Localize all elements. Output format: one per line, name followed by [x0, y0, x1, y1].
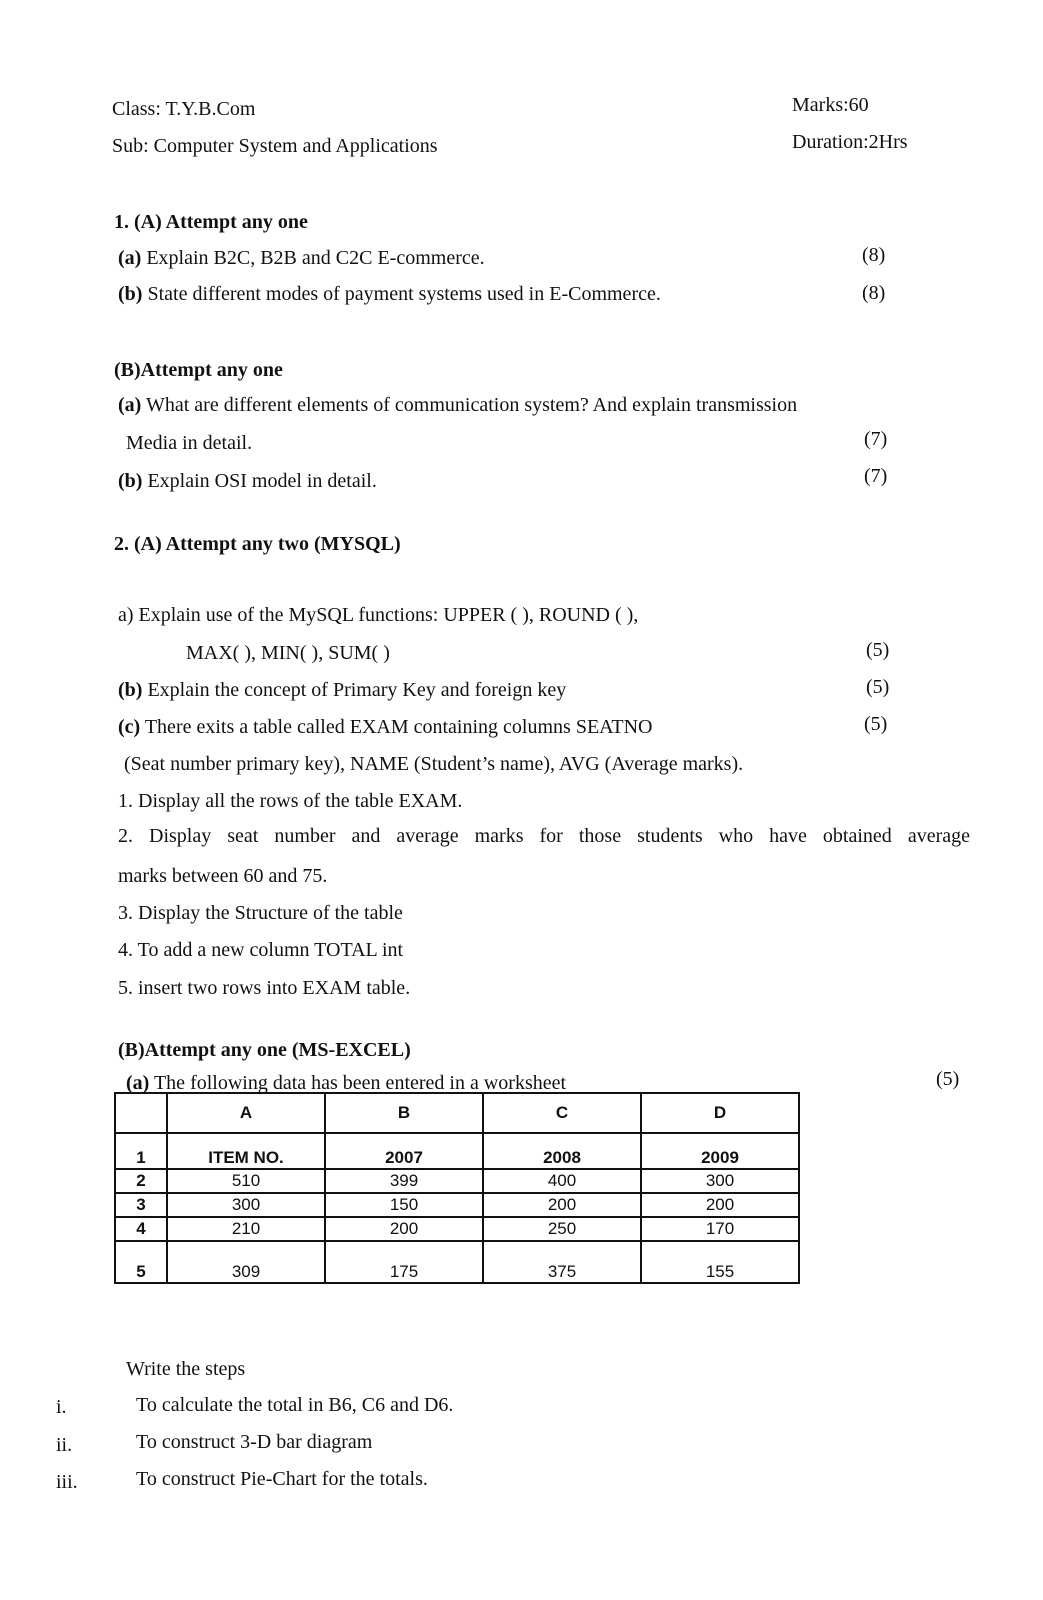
item-text: What are different elements of communication system? And explain transmission	[145, 394, 798, 416]
row-number: 2	[115, 1169, 167, 1193]
table-row	[115, 1133, 799, 1169]
sub-item-2-cont: marks between 60 and 75.	[118, 865, 328, 887]
column-header: C	[483, 1093, 641, 1133]
item-text: Explain B2C, B2B and C2C E-commerce.	[146, 247, 485, 269]
item-text: The following data has been entered in a worksheet	[153, 1072, 567, 1094]
step-text: To construct Pie-Chart for the totals.	[136, 1468, 428, 1490]
q2a-item-a-line2: MAX( ), MIN( ), SUM( )	[186, 642, 390, 664]
worksheet-table	[114, 1092, 800, 1284]
table-row	[115, 1241, 799, 1283]
step-text: To construct 3-D bar diagram	[136, 1431, 373, 1453]
table-cell: 250	[483, 1217, 641, 1241]
q1a-item-a	[118, 247, 485, 270]
duration-label: Duration:2Hrs	[792, 131, 908, 153]
q1a-title: 1. (A) Attempt any one	[114, 211, 308, 233]
item-label: (a)	[118, 394, 142, 416]
q1b-item-a-marks: (7)	[864, 428, 888, 450]
table-header-row	[115, 1093, 799, 1133]
q2a-item-b	[118, 679, 566, 702]
item-text: There exits a table called EXAM containing columns SEATNO	[144, 716, 653, 738]
q1b-item-a	[118, 394, 797, 417]
q2a-item-a-line1: a) Explain use of the MySQL functions: UPPER ( ), ROUND ( ),	[118, 604, 639, 626]
table-cell: 200	[483, 1193, 641, 1217]
table-cell: 2009	[641, 1133, 799, 1169]
item-label: (b)	[118, 679, 143, 701]
step-text: To calculate the total in B6, C6 and D6.	[136, 1394, 454, 1416]
item-label: (a)	[126, 1072, 150, 1094]
table-cell: 309	[167, 1241, 325, 1283]
table-row	[115, 1193, 799, 1217]
column-header: B	[325, 1093, 483, 1133]
q1b-item-b-marks: (7)	[864, 465, 888, 487]
steps-intro: Write the steps	[126, 1358, 246, 1380]
q1a-item-b-marks: (8)	[862, 282, 886, 304]
item-text: Explain OSI model in detail.	[147, 470, 377, 492]
q2a-item-a-marks: (5)	[866, 639, 890, 661]
table-cell: 2008	[483, 1133, 641, 1169]
table-cell: 200	[641, 1193, 799, 1217]
marks-label: Marks:60	[792, 94, 869, 116]
q2b-title: (B)Attempt any one (MS-EXCEL)	[118, 1039, 411, 1061]
q2a-item-c	[118, 716, 653, 739]
table-row	[115, 1169, 799, 1193]
q1b-title: (B)Attempt any one	[114, 359, 283, 381]
table-cell: 510	[167, 1169, 325, 1193]
table-cell: 399	[325, 1169, 483, 1193]
row-number: 3	[115, 1193, 167, 1217]
q2a-title: 2. (A) Attempt any two (MYSQL)	[114, 533, 401, 555]
table-cell: 200	[325, 1217, 483, 1241]
sub-item-3: 3. Display the Structure of the table	[118, 902, 403, 924]
table-cell: 150	[325, 1193, 483, 1217]
row-number: 1	[115, 1133, 167, 1169]
item-label: (b)	[118, 470, 143, 492]
q1a-item-a-marks: (8)	[862, 244, 886, 266]
subject-label: Sub: Computer System and Applications	[112, 135, 438, 157]
sub-item-5: 5. insert two rows into EXAM table.	[118, 977, 411, 999]
table-cell: 2007	[325, 1133, 483, 1169]
table-row	[115, 1217, 799, 1241]
sub-item-1: 1. Display all the rows of the table EXAM.	[118, 790, 463, 812]
step-number: iii.	[56, 1471, 78, 1493]
item-label: (c)	[118, 716, 141, 738]
step-number: i.	[56, 1396, 67, 1418]
column-header: D	[641, 1093, 799, 1133]
corner-cell	[115, 1093, 167, 1133]
table-cell: 300	[641, 1169, 799, 1193]
sub-item-2: 2. Display seat number and average marks for those students who have obtained average	[118, 825, 970, 847]
q1b-item-a-line2: Media in detail.	[126, 432, 253, 454]
table-cell: 210	[167, 1217, 325, 1241]
step-number: ii.	[56, 1434, 73, 1456]
table-cell: 155	[641, 1241, 799, 1283]
q2a-item-b-marks: (5)	[866, 676, 890, 698]
table-cell: 375	[483, 1241, 641, 1283]
q1a-item-b	[118, 283, 661, 306]
q2a-item-c-line2: (Seat number primary key), NAME (Student’s name), AVG (Average marks).	[124, 753, 744, 775]
table-cell: 400	[483, 1169, 641, 1193]
table-cell: ITEM NO.	[167, 1133, 325, 1169]
class-label: Class: T.Y.B.Com	[112, 98, 256, 120]
column-header: A	[167, 1093, 325, 1133]
row-number: 4	[115, 1217, 167, 1241]
table-cell: 175	[325, 1241, 483, 1283]
row-number: 5	[115, 1241, 167, 1283]
q2b-item-a-marks: (5)	[936, 1068, 960, 1090]
item-text: State different modes of payment systems used in E-Commerce.	[147, 283, 661, 305]
item-label: (a)	[118, 247, 142, 269]
q1b-item-b	[118, 470, 377, 493]
table-cell: 300	[167, 1193, 325, 1217]
sub-item-4: 4. To add a new column TOTAL int	[118, 939, 404, 961]
item-label: (b)	[118, 283, 143, 305]
item-text: Explain the concept of Primary Key and foreign key	[147, 679, 567, 701]
table-cell: 170	[641, 1217, 799, 1241]
q2a-item-c-marks: (5)	[864, 713, 888, 735]
